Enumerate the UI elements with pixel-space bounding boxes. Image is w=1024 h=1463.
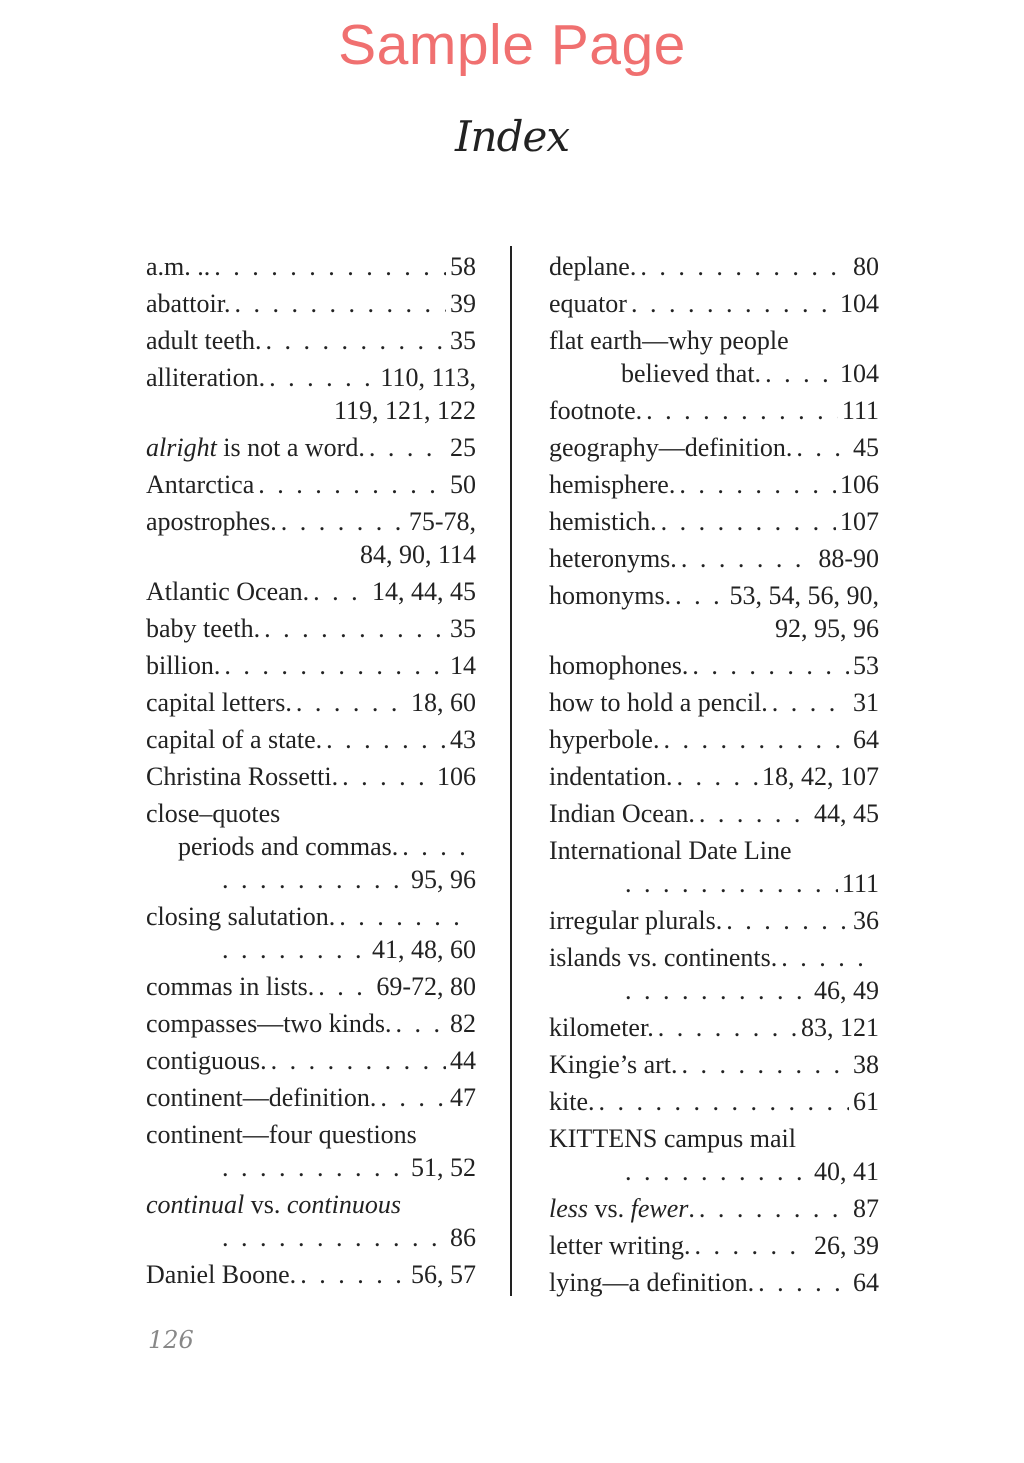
- index-entry: [146, 287, 476, 320]
- index-entry: [549, 760, 879, 793]
- index-term: geography—definition.: [549, 433, 793, 462]
- leader-dots: [269, 361, 376, 394]
- index-term: Antarctica: [146, 470, 255, 499]
- index-entry: [549, 324, 879, 390]
- index-term-italic: continuous: [286, 1190, 401, 1219]
- index-entry: [549, 1266, 879, 1299]
- leader-dots: [625, 1155, 810, 1188]
- page-refs: 106: [437, 762, 476, 791]
- index-line: [146, 933, 476, 966]
- index-line: [146, 797, 476, 830]
- index-entry: [549, 941, 879, 1007]
- index-term: baby teeth.: [146, 614, 261, 643]
- index-entry: [549, 834, 879, 900]
- page-number: 126: [148, 1326, 194, 1354]
- page-refs: 104: [840, 359, 879, 388]
- index-entry: [146, 723, 476, 756]
- index-line: [146, 1044, 476, 1077]
- index-line: [549, 834, 879, 867]
- index-subterm: believed that.: [621, 359, 762, 388]
- leader-dots: [271, 1044, 446, 1077]
- leader-dots: [222, 863, 407, 896]
- leader-dots: [772, 686, 849, 719]
- page-refs: 104: [840, 289, 879, 318]
- page-refs: 44, 45: [814, 799, 879, 828]
- page-refs: 61: [853, 1087, 879, 1116]
- page-refs: 35: [450, 326, 476, 355]
- leader-dots: [264, 612, 446, 645]
- page-refs-continued: 119, 121, 122: [333, 396, 476, 425]
- index-entry: [549, 1085, 879, 1118]
- leader-dots: [339, 900, 472, 933]
- leader-dots: [695, 1229, 810, 1262]
- index-term: flat earth—why people: [549, 326, 789, 355]
- index-entry: [146, 1007, 476, 1040]
- index-line: [146, 361, 476, 394]
- index-entry: [146, 505, 476, 571]
- index-line: [549, 974, 879, 1007]
- leader-dots: [640, 250, 849, 283]
- leader-dots: [599, 1085, 850, 1118]
- index-line: [549, 867, 879, 900]
- page-refs: 56, 57: [411, 1260, 476, 1289]
- index-entry: [146, 760, 476, 793]
- index-line: [549, 357, 879, 390]
- index-line: [549, 394, 879, 427]
- leader-dots: [396, 1007, 446, 1040]
- index-term: billion.: [146, 651, 221, 680]
- index-entry: [549, 904, 879, 937]
- leader-dots: [679, 468, 836, 501]
- index-line: [549, 1122, 879, 1155]
- index-entry: [146, 900, 476, 966]
- index-line: [549, 1266, 879, 1299]
- index-entry: [549, 797, 879, 830]
- index-term: deplane.: [549, 252, 637, 281]
- index-term: kite.: [549, 1087, 595, 1116]
- index-line: [146, 900, 476, 933]
- leader-dots: [658, 1011, 797, 1044]
- index-column-right: [549, 250, 879, 1299]
- index-term: close–quotes: [146, 799, 281, 828]
- index-term: capital letters.: [146, 688, 292, 717]
- index-subterm: periods and commas.: [178, 832, 399, 861]
- index-term: irregular plurals.: [549, 906, 723, 935]
- index-term: contiguous.: [146, 1046, 267, 1075]
- page-refs: 64: [853, 725, 879, 754]
- leader-dots: [224, 649, 446, 682]
- leader-dots: [296, 686, 407, 719]
- leader-dots: [326, 723, 446, 756]
- leader-dots: [369, 431, 446, 464]
- index-term: alright is not a word.: [146, 433, 365, 462]
- index-entry: [146, 649, 476, 682]
- index-line: [549, 723, 879, 756]
- index-term: continent—definition.: [146, 1083, 377, 1112]
- index-line: [549, 579, 879, 612]
- index-line: [146, 431, 476, 464]
- index-line: [549, 941, 879, 974]
- index-column-left: [146, 250, 476, 1291]
- leader-dots: [758, 1266, 849, 1299]
- leader-dots: [646, 394, 838, 427]
- index-line: [549, 1011, 879, 1044]
- index-term: kilometer.: [549, 1013, 654, 1042]
- leader-dots: [625, 867, 838, 900]
- index-line: [549, 760, 879, 793]
- index-term: letter writing.: [549, 1231, 691, 1260]
- page-refs: 31: [853, 688, 879, 717]
- index-line: [549, 250, 879, 283]
- leader-dots: [318, 970, 372, 1003]
- leader-dots: [692, 649, 849, 682]
- index-line: [549, 649, 879, 682]
- index-term: Indian Ocean.: [549, 799, 695, 828]
- index-entry: [549, 394, 879, 427]
- page-refs: 87: [853, 1194, 879, 1223]
- index-line: [549, 468, 879, 501]
- index-subline: [146, 830, 476, 863]
- index-term: Atlantic Ocean.: [146, 577, 310, 606]
- index-entry: [549, 468, 879, 501]
- index-term: lying—a definition.: [549, 1268, 755, 1297]
- index-term: apostrophes.: [146, 507, 277, 536]
- index-term: homonyms.: [549, 581, 672, 610]
- leader-dots: [726, 904, 849, 937]
- leader-dots: [281, 505, 405, 538]
- page-refs: 111: [841, 869, 879, 898]
- page-refs: 44: [450, 1046, 476, 1075]
- page-refs: 18, 42, 107: [762, 762, 879, 791]
- index-line: [146, 1081, 476, 1114]
- index-entry: [146, 250, 476, 283]
- leader-dots: [402, 830, 472, 863]
- index-entry: [549, 723, 879, 756]
- index-line: [146, 324, 476, 357]
- leader-dots: [313, 575, 368, 608]
- page-refs: 95, 96: [411, 865, 476, 894]
- page-refs: 80: [853, 252, 879, 281]
- index-term: a.m. ..: [146, 252, 211, 281]
- index-entry: [146, 324, 476, 357]
- index-entry: [146, 575, 476, 608]
- leader-dots: [214, 250, 446, 283]
- index-term: Kingie’s art.: [549, 1050, 678, 1079]
- index-entry: [549, 431, 879, 464]
- page-refs-continued: 84, 90, 114: [359, 540, 476, 569]
- index-term: islands vs. continents.: [549, 943, 778, 972]
- index-entry: [549, 686, 879, 719]
- index-line: [549, 542, 879, 575]
- leader-dots: [631, 287, 836, 320]
- page-refs: 41, 48, 60: [372, 935, 476, 964]
- index-entry: [549, 287, 879, 320]
- leader-dots: [682, 1048, 849, 1081]
- index-term: equator: [549, 289, 627, 318]
- index-term: indentation.: [549, 762, 673, 791]
- index-line: [146, 575, 476, 608]
- leader-dots: [675, 579, 725, 612]
- index-entry: [146, 1258, 476, 1291]
- page-refs: 106: [840, 470, 879, 499]
- leader-dots: [300, 1258, 407, 1291]
- leader-dots: [663, 723, 849, 756]
- page-refs: 53, 54, 56, 90,: [729, 581, 879, 610]
- page-refs-continued: 92, 95, 96: [775, 614, 879, 643]
- index-entry: [549, 1192, 879, 1225]
- page-refs: 26, 39: [814, 1231, 879, 1260]
- index-line: [549, 1229, 879, 1262]
- index-line: [146, 686, 476, 719]
- index-line: [146, 1188, 476, 1221]
- index-line: [146, 863, 476, 896]
- index-entry: [146, 1044, 476, 1077]
- index-term: International Date Line: [549, 836, 792, 865]
- index-entry: [146, 686, 476, 719]
- index-term: hemistich.: [549, 507, 657, 536]
- page-refs: 18, 60: [411, 688, 476, 717]
- index-line: [146, 250, 476, 283]
- index-line: [549, 1048, 879, 1081]
- index-entry: [146, 970, 476, 1003]
- page-refs: 75-78,: [408, 507, 476, 536]
- index-entry: [549, 1011, 879, 1044]
- index-term: Daniel Boone.: [146, 1260, 297, 1289]
- index-entry: [549, 579, 879, 645]
- page-title: Index: [454, 112, 570, 161]
- page-refs: 83, 121: [801, 1013, 879, 1042]
- index-entry: [549, 250, 879, 283]
- index-term: KITTENS campus mail: [549, 1124, 796, 1153]
- page-refs: 69-72, 80: [376, 972, 476, 1001]
- page-refs: 36: [853, 906, 879, 935]
- index-line: [549, 1192, 879, 1225]
- index-entry: [146, 612, 476, 645]
- page-refs: 35: [450, 614, 476, 643]
- index-line: [146, 649, 476, 682]
- leader-dots: [222, 1151, 407, 1184]
- index-term: footnote.: [549, 396, 643, 425]
- index-line: [146, 760, 476, 793]
- leader-dots: [342, 760, 433, 793]
- leader-dots: [258, 468, 446, 501]
- page-refs: 47: [450, 1083, 476, 1112]
- leader-dots: [222, 933, 368, 966]
- index-line: [146, 1258, 476, 1291]
- index-line: [146, 1221, 476, 1254]
- index-term: commas in lists.: [146, 972, 315, 1001]
- index-entry: [549, 649, 879, 682]
- page-refs: 51, 52: [411, 1153, 476, 1182]
- index-entry: [146, 1081, 476, 1114]
- page-refs: 111: [841, 396, 879, 425]
- index-term: heteronyms.: [549, 544, 677, 573]
- index-entry: [549, 1122, 879, 1188]
- index-line: [146, 468, 476, 501]
- index-line: [146, 1118, 476, 1151]
- leader-dots: [699, 797, 810, 830]
- leader-dots: [266, 324, 446, 357]
- index-term: capital of a state.: [146, 725, 323, 754]
- index-line: [549, 904, 879, 937]
- index-term: adult teeth.: [146, 326, 262, 355]
- leader-dots: [796, 431, 849, 464]
- leader-dots: [765, 357, 836, 390]
- leader-dots: [681, 542, 815, 575]
- index-line: [549, 505, 879, 538]
- index-term: compasses—two kinds.: [146, 1009, 392, 1038]
- watermark: Sample Page: [338, 13, 686, 77]
- page-refs: 107: [840, 507, 879, 536]
- index-line: [146, 1007, 476, 1040]
- index-entry: [146, 431, 476, 464]
- leader-dots: [380, 1081, 446, 1114]
- page-refs: 40, 41: [814, 1157, 879, 1186]
- page-refs: 64: [853, 1268, 879, 1297]
- index-term-italic: alright: [146, 433, 217, 462]
- page-refs: 14, 44, 45: [372, 577, 476, 606]
- page-refs: 14: [450, 651, 476, 680]
- index-entry: [549, 1048, 879, 1081]
- index-term: closing salutation.: [146, 902, 336, 931]
- index-term-italic: less: [549, 1194, 588, 1223]
- page-refs: 110, 113,: [380, 363, 476, 392]
- index-line: [549, 431, 879, 464]
- index-line: [549, 1085, 879, 1118]
- leader-dots: [781, 941, 875, 974]
- page-refs: 38: [853, 1050, 879, 1079]
- leader-dots: [222, 1221, 446, 1254]
- index-entry: [146, 468, 476, 501]
- index-entry: [549, 542, 879, 575]
- index-term: hyperbole.: [549, 725, 660, 754]
- index-line: [549, 797, 879, 830]
- leader-dots: [699, 1192, 849, 1225]
- index-line: [549, 287, 879, 320]
- page-refs: 43: [450, 725, 476, 754]
- index-term: Christina Rossetti.: [146, 762, 339, 791]
- page-refs: 50: [450, 470, 476, 499]
- index-line: [146, 723, 476, 756]
- page-refs: 25: [450, 433, 476, 462]
- index-line: [146, 612, 476, 645]
- page-refs: 88-90: [818, 544, 879, 573]
- index-entry: [549, 505, 879, 538]
- index-entry: [146, 1118, 476, 1184]
- index-term: alliteration.: [146, 363, 266, 392]
- index-entry: [146, 797, 476, 896]
- index-term: abattoir.: [146, 289, 231, 318]
- index-term: less vs. fewer.: [549, 1194, 695, 1223]
- page-refs: 39: [450, 289, 476, 318]
- leader-dots: [625, 974, 810, 1007]
- index-term: hemisphere.: [549, 470, 676, 499]
- index-term: how to hold a pencil.: [549, 688, 768, 717]
- index-entry: [146, 1188, 476, 1254]
- index-line: [146, 287, 476, 320]
- leader-dots: [676, 760, 758, 793]
- index-entry: [146, 361, 476, 427]
- index-line: [549, 324, 879, 357]
- index-term-italic: fewer: [630, 1194, 689, 1223]
- column-divider: [510, 246, 512, 1296]
- page-refs: 82: [450, 1009, 476, 1038]
- index-term: homophones.: [549, 651, 689, 680]
- page-refs: 86: [450, 1223, 476, 1252]
- index-line: [549, 686, 879, 719]
- page-refs: 58: [450, 252, 476, 281]
- leader-dots: [234, 287, 446, 320]
- index-line: [549, 1155, 879, 1188]
- index-line: [146, 970, 476, 1003]
- leader-dots: [661, 505, 836, 538]
- page-refs: 45: [853, 433, 879, 462]
- page-refs: 53: [853, 651, 879, 680]
- index-line: [146, 1151, 476, 1184]
- page-refs: 46, 49: [814, 976, 879, 1005]
- index-line: [146, 505, 476, 538]
- index-term: continual vs. continuous: [146, 1190, 401, 1219]
- index-term: continent—four questions: [146, 1120, 417, 1149]
- index-term-italic: continual: [146, 1190, 245, 1219]
- index-entry: [549, 1229, 879, 1262]
